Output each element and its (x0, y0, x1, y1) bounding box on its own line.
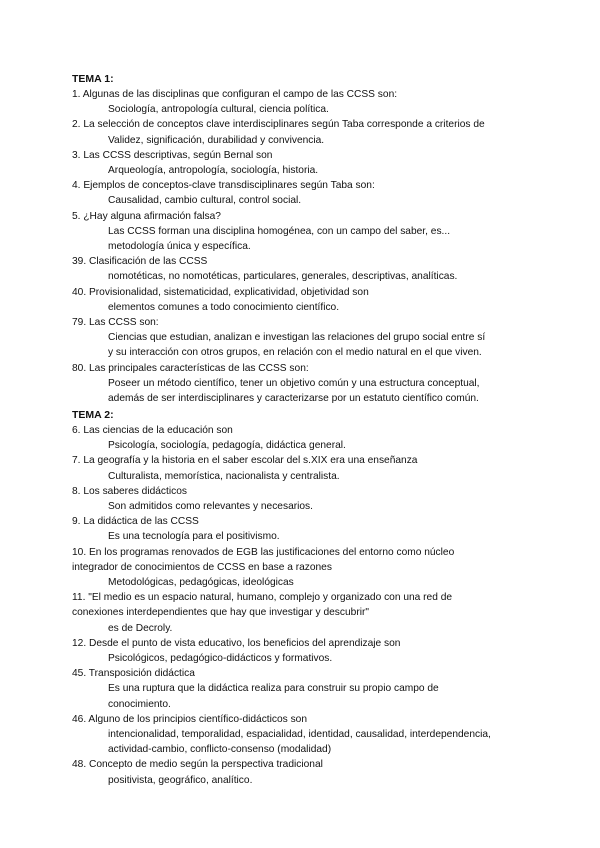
answer-text: Poseer un método científico, tener un objetivo común y una estructura conceptual, (108, 377, 480, 389)
answer-text: Causalidad, cambio cultural, control social. (108, 195, 302, 207)
question-item (72, 209, 532, 255)
question-text: 5. ¿Hay alguna afirmación falsa? (72, 210, 221, 222)
question-item (72, 361, 532, 407)
answer-text: Son admitidos como relevantes y necesarios. (108, 501, 313, 513)
question-item (72, 712, 532, 758)
question-text: 48. Concepto de medio según la perspectiva tradicional (72, 759, 323, 771)
question-item (72, 148, 532, 178)
question-text: 46. Alguno de los principios científico-didácticos son (72, 713, 308, 725)
answer-text: positivista, geográfico, analítico. (108, 774, 253, 786)
answer-text: metodología única y específica. (108, 241, 251, 253)
tema-1-list (72, 87, 532, 406)
question-item (72, 757, 532, 787)
question-text: 79. Las CCSS son: (72, 317, 159, 329)
answer-text: Es una tecnología para el positivismo. (108, 531, 280, 543)
question-text: 9. La didáctica de las CCSS (72, 516, 199, 528)
question-text: 40. Provisionalidad, sistematicidad, explicatividad, objetividad son (72, 286, 369, 298)
answer-text: y su interacción con otros grupos, en relación con el medio natural en el que viven. (108, 347, 482, 359)
question-item (72, 636, 532, 666)
answer-text: Culturalista, memorística, nacionalista y centralista. (108, 470, 340, 482)
question-item (72, 117, 532, 147)
answer-text: además de ser interdisciplinares y caracterizarse por un estatuto científico común. (108, 393, 479, 405)
question-item (72, 484, 532, 514)
question-text: 1. Algunas de las disciplinas que configuran el campo de las CCSS son: (72, 89, 398, 100)
tema-2-heading: TEMA 2: (72, 409, 114, 421)
question-text: 3. Las CCSS descriptivas, según Bernal son (72, 149, 273, 161)
question-item (72, 514, 532, 544)
question-text: 6. Las ciencias de la educación son (72, 425, 233, 436)
question-text: conexiones interdependientes que hay que investigar y descubrir" (72, 607, 369, 619)
answer-text: intencionalidad, temporalidad, espacialidad, identidad, causalidad, interdependencia, (108, 729, 491, 741)
tema-2-list (72, 423, 532, 788)
question-item (72, 254, 532, 284)
answer-text: Validez, significación, durabilidad y convivencia. (108, 134, 325, 146)
answer-text: elementos comunes a todo conocimiento científico. (108, 301, 340, 313)
question-item (72, 315, 532, 361)
question-text: 10. En los programas renovados de EGB las justificaciones del entorno como núcleo (72, 546, 455, 558)
answer-text: Psicológicos, pedagógico-didácticos y formativos. (108, 653, 333, 665)
question-text: 2. La selección de conceptos clave interdisciplinares según Taba corresponde a criterios de (72, 119, 485, 131)
answer-text: Es una ruptura que la didáctica realiza para construir su propio campo de (108, 683, 439, 695)
tema-2-section (72, 408, 532, 788)
question-item (72, 87, 532, 117)
question-item (72, 285, 532, 315)
question-item (72, 545, 532, 591)
question-item (72, 423, 532, 453)
question-item (72, 178, 532, 208)
question-item (72, 666, 532, 712)
question-text: 12. Desde el punto de vista educativo, los beneficios del aprendizaje son (72, 637, 401, 649)
answer-text: es de Decroly. (108, 622, 173, 634)
question-item (72, 453, 532, 483)
question-text: 11. "El medio es un espacio natural, humano, complejo y organizado con una red de (72, 592, 453, 604)
answer-text: conocimiento. (108, 698, 171, 710)
answer-text: Las CCSS forman una disciplina homogénea, con un campo del saber, es... (108, 225, 451, 237)
answer-text: Psicología, sociología, pedagogía, didáctica general. (108, 440, 346, 452)
question-text: 45. Transposición didáctica (72, 668, 195, 680)
answer-text: actividad-cambio, conflicto-consenso (modalidad) (108, 744, 332, 756)
question-item (72, 590, 532, 636)
question-text: 39. Clasificación de las CCSS (72, 256, 208, 268)
tema-1-section (72, 72, 532, 406)
question-text: 7. La geografía y la historia en el saber escolar del s.XIX era una enseñanza (72, 455, 418, 467)
answer-text: Ciencias que estudian, analizan e investigan las relaciones del grupo social entre sí (108, 332, 486, 344)
answer-text: Metodológicas, pedagógicas, ideológicas (108, 577, 294, 589)
question-text: integrador de conocimientos de CCSS en base a razones (72, 561, 332, 573)
tema-1-heading: TEMA 1: (72, 73, 114, 85)
question-text: 8. Los saberes didácticos (72, 485, 187, 497)
question-text: 4. Ejemplos de conceptos-clave transdisciplinares según Taba son: (72, 180, 375, 192)
answer-text: nomotéticas, no nomotéticas, particulares, generales, descriptivas, analíticas. (108, 271, 458, 283)
answer-text: Arqueología, antropología, sociología, historia. (108, 165, 319, 177)
question-text: 80. Las principales características de las CCSS son: (72, 362, 309, 374)
answer-text: Sociología, antropología cultural, ciencia política. (108, 104, 329, 116)
